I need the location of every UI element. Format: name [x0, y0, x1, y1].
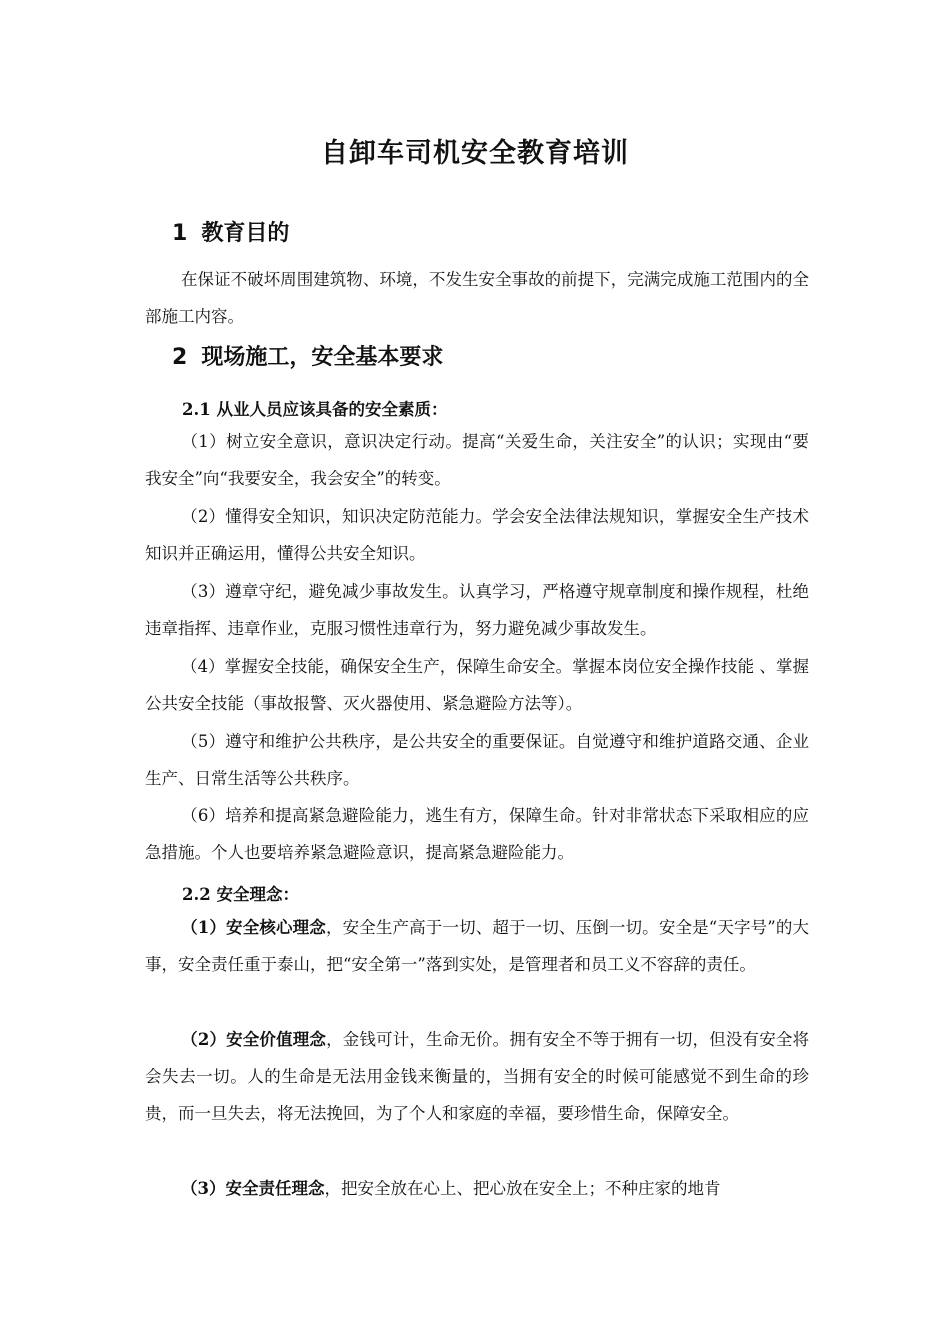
subsection-2-1-item [145, 423, 809, 497]
section-1-heading [172, 216, 289, 247]
subsection-2-1-item [145, 498, 809, 572]
item-text: ，把安全放在心上、把心放在安全上；不种庄家的地肯 [324, 1179, 721, 1198]
section-1-number: 1 [172, 221, 188, 246]
item-text: （4）掌握安全技能，确保安全生产，保障生命安全。掌握本岗位安全操作技能 、掌握公共安全技能（事故报警、灭火器使用、紧急避险方法等）。 [145, 657, 809, 713]
item-text: （1）树立安全意识，意识决定行动。提高“关爱生命，关注安全”的认识；实现由“要我安全”向“我要安全，我会安全”的转变。 [145, 432, 809, 488]
subsection-2-2-item [145, 1021, 809, 1132]
subsection-2-1-heading: 2.1 从业人员应该具备的安全素质： [182, 400, 448, 419]
subsection-2-1-item [145, 723, 809, 797]
subsection-2-2-heading: 2.2 安全理念： [182, 885, 299, 904]
subsection-2-1-item [145, 797, 809, 871]
item-text: （2）懂得安全知识，知识决定防范能力。学会安全法律法规知识，掌握安全生产技术知识并正确运用，懂得公共安全知识。 [145, 507, 809, 563]
section-1-title: 教育目的 [201, 221, 290, 246]
document-title: 自卸车司机安全教育培训 [321, 138, 629, 169]
item-label: （2）安全价值理念 [181, 1030, 327, 1049]
item-text: （5）遵守和维护公共秩序，是公共安全的重要保证。自觉遵守和维护道路交通、企业生产、日常生活等公共秩序。 [145, 732, 809, 788]
section-2-heading [172, 340, 443, 371]
subsection-2-1-item [145, 573, 809, 647]
section-2-number: 2 [172, 345, 188, 370]
item-text: ，安全生产高于一切、超于一切、压倒一切。安全是“天字号”的大事，安全责任重于泰山，把“安全第一”落到实处，是管理者和员工义不容辞的责任。 [145, 918, 810, 974]
item-label: （3）安全责任理念 [181, 1179, 325, 1198]
item-text: ，金钱可计，生命无价。拥有安全不等于拥有一切，但没有安全将会失去一切。人的生命是无法用金钱来衡量的，当拥有安全的时候可能感觉不到生命的珍贵，而一旦失去，将无法挽回，为了个人和家庭的幸福，要珍惜生命，保障安全。 [145, 1030, 810, 1123]
item-label: （1）安全核心理念 [181, 918, 326, 937]
subsection-2-2-item [145, 909, 809, 983]
subsection-2-2-item [145, 1170, 809, 1207]
subsection-2-1-item [145, 648, 809, 722]
item-text: （3）遵章守纪，避免减少事故发生。认真学习，严格遵守规章制度和操作规程，杜绝违章指挥、违章作业，克服习惯性违章行为，努力避免减少事故发生。 [145, 582, 809, 638]
section-1-text: 在保证不破坏周围建筑物、环境，不发生安全事故的前提下，完满完成施工范围内的全部施工内容。 [145, 270, 809, 326]
item-text: （6）培养和提高紧急避险能力，逃生有方，保障生命。针对非常状态下采取相应的应急措施。个人也要培养紧急避险意识，提高紧急避险能力。 [145, 806, 809, 862]
section-2-title: 现场施工，安全基本要求 [201, 345, 444, 370]
section-1-paragraph [145, 261, 809, 335]
